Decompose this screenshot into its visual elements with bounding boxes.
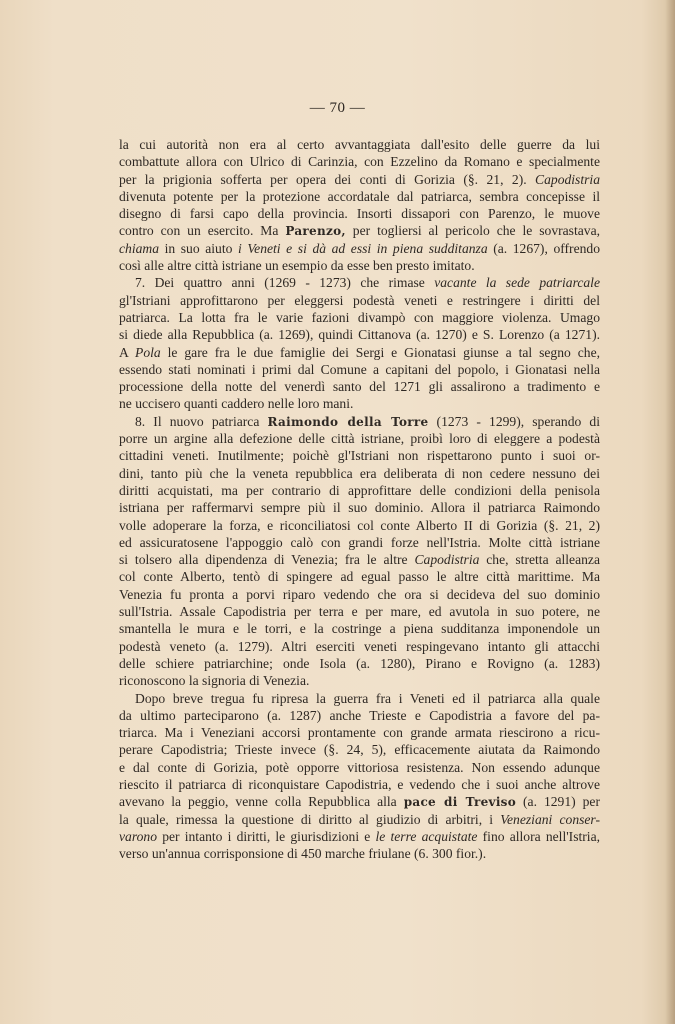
text-run: da ultimo parteciparono (a. 1287) anche Trieste e Capodistria a favore del pa- <box>119 707 600 723</box>
text-line <box>119 361 600 378</box>
text-line <box>119 465 600 482</box>
text-run: riescito il patriarca di riconquistare Capodistria, e vedendo che i suoi anche altrove <box>119 776 600 792</box>
text-run: per la prigionia sofferta per opera dei conti di Gorizia (§. 21, 2). <box>119 171 536 187</box>
text-run: A <box>119 344 136 360</box>
text-run: gl'Istriani approfittarono per eleggersi podestà veneti e restringere i diritti del <box>119 292 600 308</box>
text-line <box>119 413 600 430</box>
text-line <box>119 741 600 758</box>
text-line <box>119 222 600 239</box>
text-run: contro con un esercito. Ma <box>119 223 286 239</box>
text-line <box>119 603 600 620</box>
text-run: la quale, rimessa la questione di diritto al giudizio di arbitri, i <box>119 811 501 827</box>
text-run: fino allora nell'Istria, <box>477 828 600 844</box>
text-line <box>119 292 600 309</box>
text-run: perare Capodistria; Trieste invece (§. 24, 5), efficacemente aiutata da Raimondo <box>119 742 600 758</box>
page-edge-shadow <box>665 0 675 1024</box>
italic-text: varono <box>119 828 158 844</box>
text-line <box>119 690 600 707</box>
text-run: sull'Istria. Assale Capodistria per terra e per mare, ed avutola in suo potere, ne <box>119 604 600 620</box>
text-run: ed assicuratosene l'appoggio calò con grandi forze nell'Istria. Molte città istriane <box>119 534 600 550</box>
text-run: triarca. Ma i Veneziani accorsi prontamente con grande armata riescirono a ricu- <box>119 725 600 741</box>
italic-text: Veneziani conser- <box>500 811 600 827</box>
text-run: combattute allora con Ulrico di Carinzia, con Ezzelino da Romano e specialmente <box>119 154 600 170</box>
text-run: avevano la peggio, venne colla Repubblica alla <box>119 794 404 810</box>
text-run: si tolsero alla dipendenza di Venezia; fra le altre <box>119 552 415 568</box>
text-line <box>119 845 600 862</box>
text-run: si diede alla Repubblica (a. 1269), quindi Cittanova (a. 1270) e S. Lorenzo (a 1271). <box>119 327 600 343</box>
text-run: che, stretta alleanza <box>479 552 600 568</box>
text-run: per togliersi al pericolo che le sovrastava, <box>345 223 600 239</box>
text-line <box>119 153 600 170</box>
page-number: — 70 — <box>309 100 366 116</box>
text-run: riconoscono la signoria di Venezia. <box>119 673 310 689</box>
bold-text: Raimondo della Torre <box>267 414 429 429</box>
text-line <box>119 811 600 828</box>
bold-text: pace di Treviso <box>403 795 517 810</box>
text-line <box>119 395 600 412</box>
text-line <box>119 776 600 793</box>
text-line <box>119 447 600 464</box>
text-line <box>119 378 600 395</box>
bold-text: Parenzo, <box>285 224 346 239</box>
text-line <box>119 828 600 845</box>
text-line <box>119 655 600 672</box>
text-run: così alle altre città istriane un esempio da esse ben presto imitato. <box>119 258 475 274</box>
text-run: dini, tanto più che la veneta repubblica era deliberata di non cedere nessuno dei <box>119 465 600 481</box>
text-line <box>119 430 600 447</box>
text-run: processione della notte del venerdì santo del 1271 gli assalirono a tradimento e <box>119 379 600 395</box>
text-line <box>119 551 600 568</box>
text-line <box>119 482 600 499</box>
text-line <box>119 274 600 291</box>
text-run: 7. Dei quattro anni (1269 - 1273) che rimase <box>135 275 435 291</box>
text-line <box>119 707 600 724</box>
text-run: cittadini veneti. Inutilmente; poichè gl'Istriani non rispettarono punto i suoi or- <box>119 448 600 464</box>
text-line <box>119 309 600 326</box>
text-line <box>119 620 600 637</box>
text-line <box>119 568 600 585</box>
text-run: per intanto i diritti, le giurisdizioni e <box>157 828 376 844</box>
text-run: ne uccisero quanti caddero nelle loro mani. <box>119 396 354 412</box>
italic-text: chiama <box>119 240 160 256</box>
italic-text: le terre acquistate <box>375 828 478 844</box>
text-run: (a. 1267), offrendo <box>487 240 600 256</box>
italic-text: vacante la sede patriarcale <box>434 275 600 291</box>
text-run: (1273 - 1299), sperando di <box>428 413 600 429</box>
text-line <box>119 499 600 516</box>
text-line <box>119 793 600 810</box>
text-run: delle schiere patriarchine; onde Isola (a. 1280), Pirano e Rovigno (a. 1283) <box>119 655 600 671</box>
italic-text: Capodistria <box>414 552 480 568</box>
text-run: (a. 1291) per <box>516 794 600 810</box>
text-line <box>119 136 600 153</box>
italic-text: i Veneti e si dà ad essi in piena sudditanza <box>238 240 488 256</box>
text-line <box>119 257 600 274</box>
text-line <box>119 638 600 655</box>
text-run: porre un argine alla defezione delle città istriane, proibì loro di eleggere a podestà <box>119 431 600 447</box>
text-line <box>119 326 600 343</box>
text-run: e dal conte di Gorizia, potè opporre vittoriosa resistenza. Non essendo adunque <box>119 759 600 775</box>
text-run: in suo aiuto <box>159 240 239 256</box>
text-run: verso un'annua corrisponsione di 450 marche friulane (6. 300 fior.). <box>119 846 487 862</box>
text-run: podestà veneto (a. 1279). Altri eserciti veneti respingevano intanto gli attacchi <box>119 638 600 654</box>
text-run: divenuta potente per la protezione accordatale dal patriarca, sembra concepisse il <box>119 188 600 204</box>
text-line <box>119 205 600 222</box>
text-line <box>119 240 600 257</box>
text-line <box>119 586 600 603</box>
italic-text: Pola <box>135 344 161 360</box>
italic-text: Capodistria <box>535 171 600 187</box>
text-run: smantella le mura e le torri, e la costringe a piena sudditanza imponendole un <box>119 621 600 637</box>
text-line <box>119 724 600 741</box>
text-line <box>119 188 600 205</box>
text-line <box>119 517 600 534</box>
text-line <box>119 672 600 689</box>
text-run: col conte Alberto, tentò di spingere ad egual passo le altre città marittime. Ma <box>119 569 600 585</box>
text-line <box>119 759 600 776</box>
text-run: istriana per raffermarvi sempre più il suo dominio. Allora il patriarca Raimondo <box>119 500 600 516</box>
text-run: Venezia fu pronta a porvi riparo vedendo che ora si decideva del suo dominio <box>119 586 600 602</box>
text-run: essendo stati nominati i primi dal Comune a capitani del popolo, i Gionatasi nella <box>119 361 600 377</box>
text-run: la cui autorità non era al certo avvantaggiata dall'esito delle guerre da lui <box>119 137 600 152</box>
text-line <box>119 171 600 188</box>
text-run: volle adoperare la forza, e riconciliatosi col conte Alberto II di Gorizia (§. 21, 2) <box>119 517 600 533</box>
text-run: disegno di farsi capo della provincia. Insorti dissapori con Parenzo, le muove <box>119 206 600 222</box>
text-line <box>119 534 600 551</box>
text-run: patriarca. La lotta fra le varie fazioni divampò con maggiore violenza. Umago <box>119 309 600 325</box>
text-run: Dopo breve tregua fu ripresa la guerra fra i Veneti ed il patriarca alla quale <box>135 690 600 706</box>
text-run: diritti acquistati, ma per contrario di approfittare delle condizioni della penisola <box>119 482 600 498</box>
text-run: le gare fra le due famiglie dei Sergi e Gionatasi giunse a tal segno che, <box>160 344 600 360</box>
text-line <box>119 344 600 361</box>
text-run: 8. Il nuovo patriarca <box>135 413 268 429</box>
body-text <box>119 136 600 862</box>
